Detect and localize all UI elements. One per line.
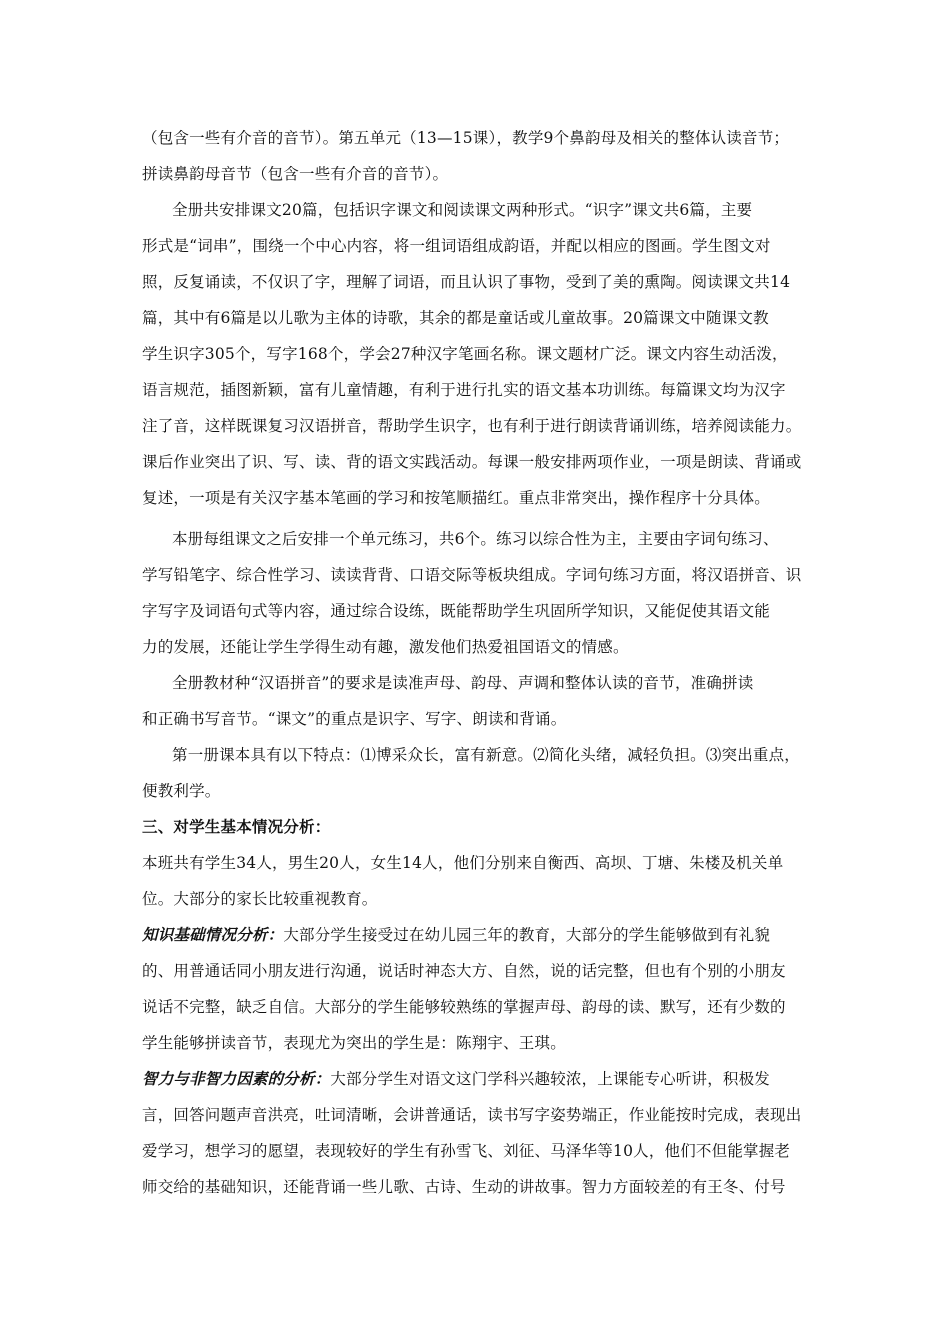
paragraph-line: 爱学习，想学习的愿望，表现较好的学生有孙雪飞、刘征、马泽华等10人，他们不但能掌握老 bbox=[142, 1142, 791, 1160]
paragraph-line: 的、用普通话同小朋友进行沟通，说话时神态大方、自然，说的话完整，但也有个别的小朋友 bbox=[142, 962, 786, 980]
knowledge-lead: 知识基础情况分析： bbox=[142, 925, 284, 944]
paragraph-line: 学生能够拼读音节，表现尤为突出的学生是：陈翔宇、王琪。 bbox=[142, 1034, 566, 1052]
paragraph-line: 复述，一项是有关汉字基本笔画的学习和按笔顺描红。重点非常突出，操作程序十分具体。 bbox=[142, 489, 771, 507]
intel-text: 大部分学生对语文这门学科兴趣较浓，上课能专心听讲，积极发 bbox=[330, 1070, 771, 1088]
paragraph-line: 篇，其中有6篇是以儿歌为主体的诗歌，其余的都是童话或儿童故事。20篇课文中随课文教 bbox=[142, 309, 769, 327]
paragraph-line: 学写铅笔字、综合性学习、读读背背、口语交际等板块组成。字词句练习方面，将汉语拼音、识 bbox=[142, 566, 802, 584]
paragraph-line: 力的发展，还能让学生学得生动有趣，激发他们热爱祖国语文的情感。 bbox=[142, 638, 629, 656]
paragraph-line: 学生识字305个，写字168个，学会27种汉字笔画名称。课文题材广泛。课文内容生动活泼， bbox=[142, 345, 788, 363]
paragraph-line: 说话不完整，缺乏自信。大部分的学生能够较熟练的掌握声母、韵母的读、默写，还有少数的 bbox=[142, 998, 786, 1016]
paragraph-line: 和正确书写音节。“课文”的重点是识字、写字、朗读和背诵。 bbox=[142, 710, 567, 728]
paragraph-line: 课后作业突出了识、写、读、背的语文实践活动。每课一般安排两项作业，一项是朗读、背诵或 bbox=[142, 453, 802, 471]
paragraph-line: 全册教材种“汉语拼音”的要求是读准声母、韵母、声调和整体认读的音节，准确拼读 bbox=[172, 674, 754, 692]
paragraph-line: 语言规范，插图新颖，富有儿童情趣，有利于进行扎实的语文基本功训练。每篇课文均为汉字 bbox=[142, 381, 786, 399]
section-heading: 三、对学生基本情况分析： bbox=[142, 818, 331, 836]
intel-lead: 智力与非智力因素的分析： bbox=[142, 1069, 331, 1088]
paragraph-line: 拼读鼻韵母音节（包含一些有介音的音节）。 bbox=[142, 165, 449, 183]
paragraph-line: 本册每组课文之后安排一个单元练习，共6个。练习以综合性为主，主要由字词句练习、 bbox=[172, 530, 779, 548]
paragraph-line: 位。大部分的家长比较重视教育。 bbox=[142, 890, 378, 908]
paragraph-line: 注了音，这样既课复习汉语拼音，帮助学生识字，也有利于进行朗读背诵训练，培养阅读能力。 bbox=[142, 417, 802, 435]
paragraph-line: 第一册课本具有以下特点：⑴博采众长，富有新意。⑵简化头绪，减轻负担。⑶突出重点， bbox=[172, 746, 801, 764]
paragraph-line: （包含一些有介音的音节）。第五单元（13—15课），教学9个鼻韵母及相关的整体认读音节； bbox=[142, 129, 790, 147]
paragraph-line: 形式是“词串”，围绕一个中心内容，将一组词语组成韵语，并配以相应的图画。学生图文对 bbox=[142, 237, 771, 255]
paragraph-line bbox=[142, 924, 822, 946]
knowledge-text: 大部分学生接受过在幼儿园三年的教育，大部分的学生能够做到有礼貌 bbox=[283, 926, 771, 944]
paragraph-line: 照，反复诵读，不仅识了字，理解了词语，而且认识了事物，受到了美的熏陶。阅读课文共14 bbox=[142, 273, 791, 291]
paragraph-line bbox=[142, 1068, 822, 1090]
paragraph-line: 言，回答问题声音洪亮，吐词清晰，会讲普通话，读书写字姿势端正，作业能按时完成，表现出 bbox=[142, 1106, 802, 1124]
paragraph-line: 字写字及词语句式等内容，通过综合设练，既能帮助学生巩固所学知识，又能促使其语文能 bbox=[142, 602, 771, 620]
paragraph-line: 师交给的基础知识，还能背诵一些儿歌、古诗、生动的讲故事。智力方面较差的有王冬、付号 bbox=[142, 1178, 786, 1196]
paragraph-line: 全册共安排课文20篇，包括识字课文和阅读课文两种形式。“识字”课文共6篇，主要 bbox=[172, 201, 753, 219]
paragraph-line: 便教利学。 bbox=[142, 782, 221, 800]
paragraph-line: 本班共有学生34人，男生20人，女生14人，他们分别来自衡西、高坝、丁塘、朱楼及机关单 bbox=[142, 854, 784, 872]
